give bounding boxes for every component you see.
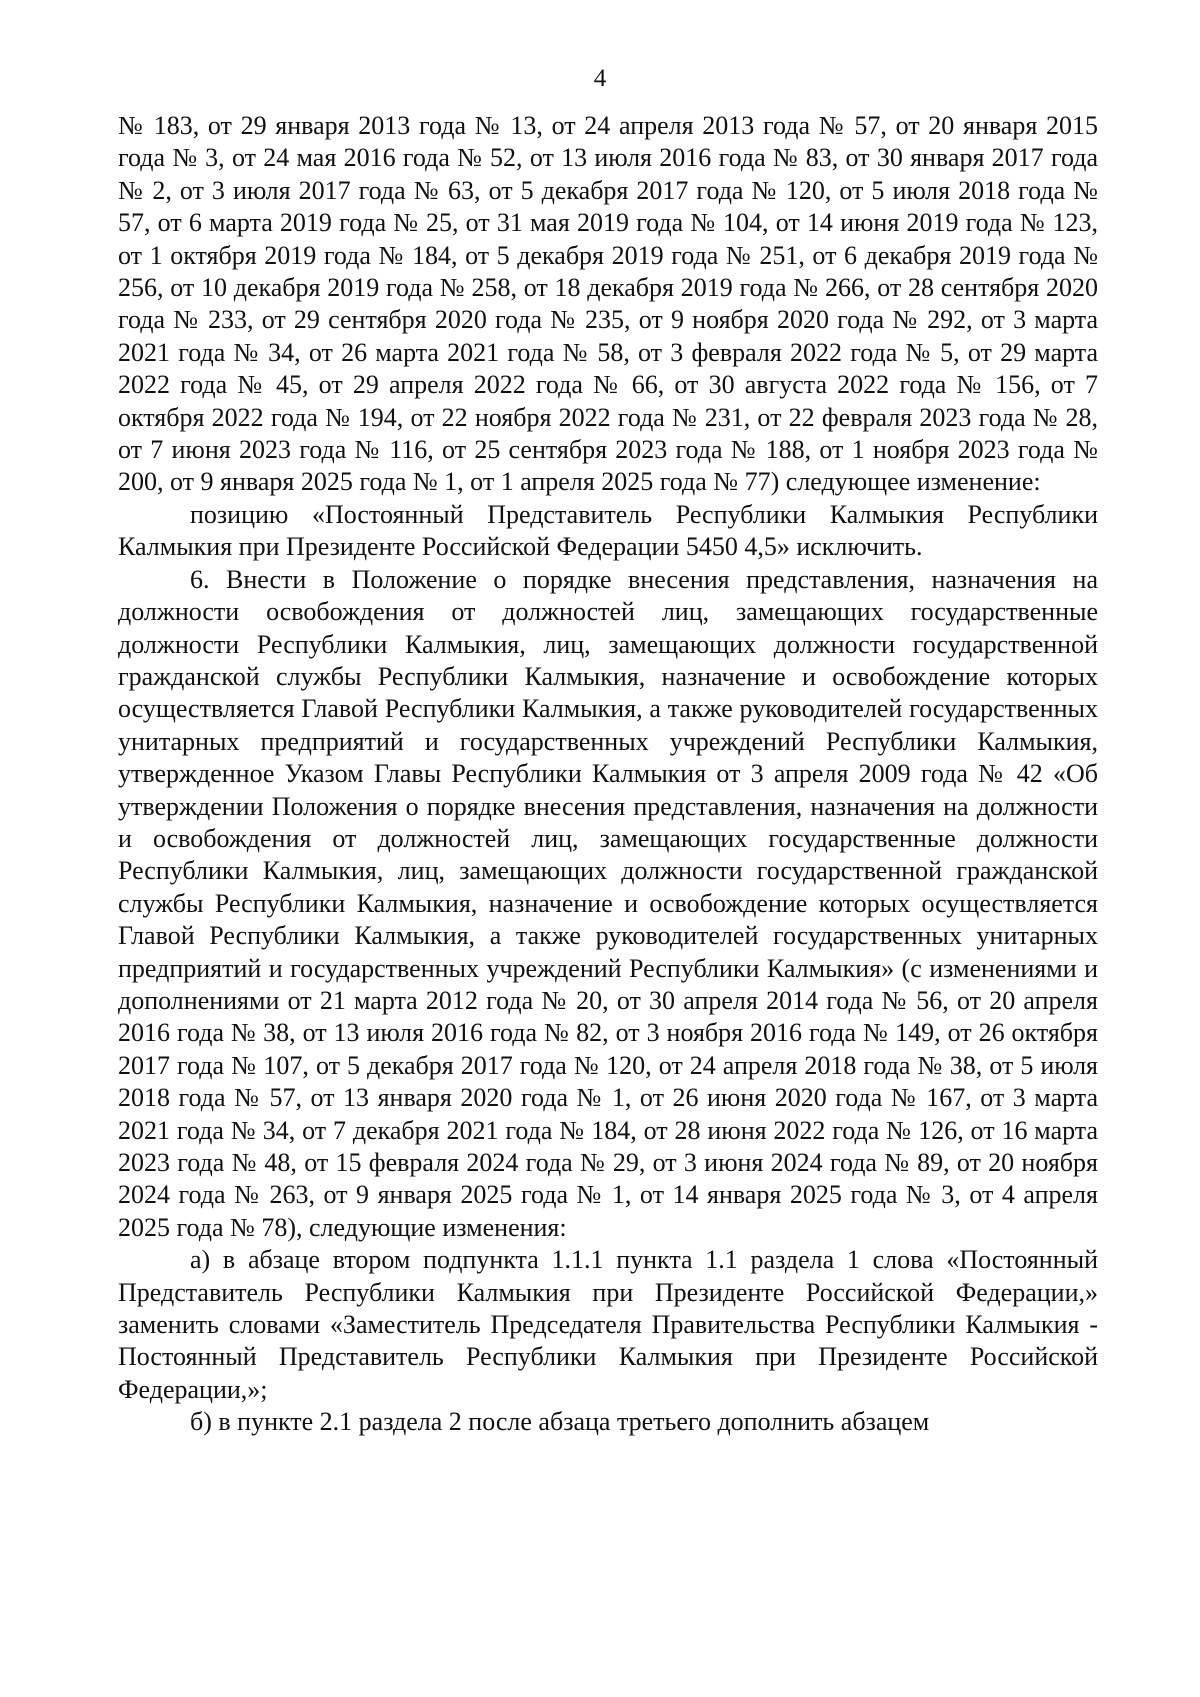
paragraph-subitem-a: а) в абзаце втором подпункта 1.1.1 пункта 1.1 раздела 1 слова «Постоянный Представитель Республики Калмыкия при Президенте Российской Федерации,» заменить словами «Заместитель Председателя Правительства Республики Калмыкия - Постоянный Представитель Республики Калмыкия при Президенте Российской Федерации,»;	[118, 1245, 1098, 1404]
paragraph-amendment-list: № 183, от 29 января 2013 года № 13, от 24 апреля 2013 года № 57, от 20 января 2015 года № 3, от 24 мая 2016 года № 52, от 13 июля 2016 года № 83, от 30 января 2017 года № 2, от 3 июля 2017 года № 63, от 5 декабря 2017 года № 120, от 5 июля 2018 года № 57, от 6 марта 2019 года № 25, от 31 мая 2019 года № 104, от 14 июня 2019 года № 123, от 1 октября 2019 года № 184, от 5 декабря 2019 года № 251, от 6 декабря 2019 года № 256, от 10 декабря 2019 года № 258, от 18 декабря 2019 года № 266, от 28 сентября 2020 года № 233, от 29 сентября 2020 года № 235, от 9 ноября 2020 года № 292, от 3 марта 2021 года № 34, от 26 марта 2021 года № 58, от 3 февраля 2022 года № 5, от 29 марта 2022 года № 45, от 29 апреля 2022 года № 66, от 30 августа 2022 года № 156, от 7 октября 2022 года № 194, от 22 ноября 2022 года № 231, от 22 февраля 2023 года № 28, от 7 июня 2023 года № 116, от 25 сентября 2023 года № 188, от 1 ноября 2023 года № 200, от 9 января 2025 года № 1, от 1 апреля 2025 года № 77) следующее изменение:	[118, 111, 1098, 497]
paragraph-item-6: 6. Внести в Положение о порядке внесения представления, назначения на должности освобождения от должностей лиц, замещающих государственные должности Республики Калмыкия, лиц, замещающих должности государственной гражданской службы Республики Калмыкия, назначение и освобождение которых осуществляется Главой Республики Калмыкия, а также руководителей государственных унитарных предприятий и государственных учреждений Республики Калмыкия, утвержденное Указом Главы Республики Калмыкия от 3 апреля 2009 года № 42 «Об утверждении Положения о порядке внесения представления, назначения на должности и освобождения от должностей лиц, замещающих государственные должности Республики Калмыкия, лиц, замещающих должности государственной гражданской службы Республики Калмыкия, назначение и освобождение которых осуществляется Главой Республики Калмыкия, а также руководителей государственных унитарных предприятий и государственных учреждений Республики Калмыкия» (с изменениями и дополнениями от 21 марта 2012 года № 20, от 30 апреля 2014 года № 56, от 20 апреля 2016 года № 38, от 13 июля 2016 года № 82, от 3 ноября 2016 года № 149, от 26 октября 2017 года № 107, от 5 декабря 2017 года № 120, от 24 апреля 2018 года № 38, от 5 июля 2018 года № 57, от 13 января 2020 года № 1, от 26 июня 2020 года № 167, от 3 марта 2021 года № 34, от 7 декабря 2021 года № 184, от 28 июня 2022 года № 126, от 16 марта 2023 года № 48, от 15 февраля 2024 года № 29, от 3 июня 2024 года № 89, от 20 ноября 2024 года № 263, от 9 января 2025 года № 1, от 14 января 2025 года № 3, от 4 апреля 2025 года № 78), следующие изменения:	[118, 564, 1098, 1242]
paragraph-position-exclusion: позицию «Постоянный Представитель Республики Калмыкия Республики Калмыкия при Президенте Российской Федерации 5450 4,5» исключить.	[118, 499, 1098, 562]
page-number: 4	[593, 65, 607, 92]
paragraph-subitem-b: б) в пункте 2.1 раздела 2 после абзаца третьего дополнить абзацем	[190, 1407, 930, 1437]
document-body	[118, 110, 1098, 1439]
